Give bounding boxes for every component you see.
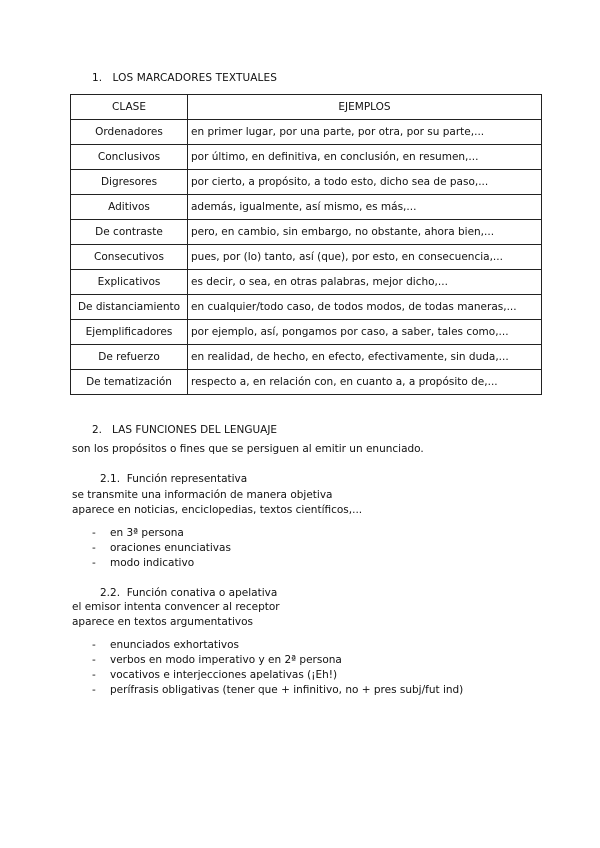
bullet-dash: - [92,639,96,651]
cell-clase: De distanciamiento [71,295,188,320]
table-row [71,345,542,370]
subsection-2-1-line: se transmite una información de manera objetiva [72,489,333,501]
cell-ejemplos: en realidad, de hecho, en efecto, efectivamente, sin duda,... [188,345,542,370]
bullet-dash: - [92,557,96,569]
list-item: en 3ª persona [110,527,184,539]
header-clase: CLASE [71,95,188,120]
markers-table [70,94,542,395]
list-item: verbos en modo imperativo y en 2ª persona [110,654,342,666]
cell-clase: Explicativos [71,270,188,295]
cell-ejemplos: en primer lugar, por una parte, por otra, por su parte,... [188,120,542,145]
bullet-dash: - [92,527,96,539]
cell-ejemplos: además, igualmente, así mismo, es más,... [188,195,542,220]
list-item: oraciones enunciativas [110,542,231,554]
subsection-2-2-heading [100,587,277,599]
header-ejemplos: EJEMPLOS [188,95,542,120]
list-item: modo indicativo [110,557,195,569]
cell-clase: De contraste [71,220,188,245]
bullet-dash: - [92,654,96,666]
cell-clase: De tematización [71,370,188,395]
cell-clase: Ordenadores [71,120,188,145]
cell-ejemplos: por cierto, a propósito, a todo esto, dicho sea de paso,... [188,170,542,195]
subsection-2-1-line: aparece en noticias, enciclopedias, textos científicos,... [72,504,363,516]
section-2-title: LAS FUNCIONES DEL LENGUAJE [112,424,278,436]
list-item: perífrasis obligativas (tener que + infinitivo, no + pres subj/fut ind) [110,684,464,696]
section-1-title: LOS MARCADORES TEXTUALES [112,72,277,84]
table-row [71,145,542,170]
section-1-number: 1. [92,72,103,84]
cell-ejemplos: pues, por (lo) tanto, así (que), por esto, en consecuencia,... [188,245,542,270]
cell-clase: Ejemplificadores [71,320,188,345]
cell-ejemplos: en cualquier/todo caso, de todos modos, de todas maneras,... [188,295,542,320]
bullet-dash: - [92,542,96,554]
cell-ejemplos: pero, en cambio, sin embargo, no obstante, ahora bien,... [188,220,542,245]
subsection-2-2-number: 2.2. [100,587,121,599]
table-row [71,370,542,395]
section-2-number: 2. [92,424,103,436]
list-item: enunciados exhortativos [110,639,240,651]
table-header-row [71,95,542,120]
section-1-heading [92,72,277,84]
subsection-2-1-title: Función representativa [126,473,248,485]
table-row [71,170,542,195]
cell-ejemplos: por ejemplo, así, pongamos por caso, a saber, tales como,... [188,320,542,345]
cell-clase: Digresores [71,170,188,195]
subsection-2-2-line: aparece en textos argumentativos [72,616,253,628]
cell-ejemplos: es decir, o sea, en otras palabras, mejor dicho,... [188,270,542,295]
table-row [71,320,542,345]
cell-ejemplos: respecto a, en relación con, en cuanto a, a propósito de,... [188,370,542,395]
table-row [71,295,542,320]
cell-ejemplos: por último, en definitiva, en conclusión, en resumen,... [188,145,542,170]
section-2-definition: son los propósitos o fines que se persiguen al emitir un enunciado. [72,443,424,455]
bullet-dash: - [92,684,96,696]
cell-clase: Aditivos [71,195,188,220]
table-row [71,245,542,270]
subsection-2-2-title: Función conativa o apelativa [126,587,278,599]
table-row [71,220,542,245]
table-row [71,270,542,295]
table-row [71,120,542,145]
subsection-2-1-number: 2.1. [100,473,121,485]
list-item: vocativos e interjecciones apelativas (¡Eh!) [110,669,338,681]
cell-clase: Consecutivos [71,245,188,270]
table-row [71,195,542,220]
subsection-2-1-heading [100,473,247,485]
bullet-dash: - [92,669,96,681]
subsection-2-2-line: el emisor intenta convencer al receptor [72,601,280,613]
cell-clase: Conclusivos [71,145,188,170]
cell-clase: De refuerzo [71,345,188,370]
section-2-heading [92,424,277,436]
